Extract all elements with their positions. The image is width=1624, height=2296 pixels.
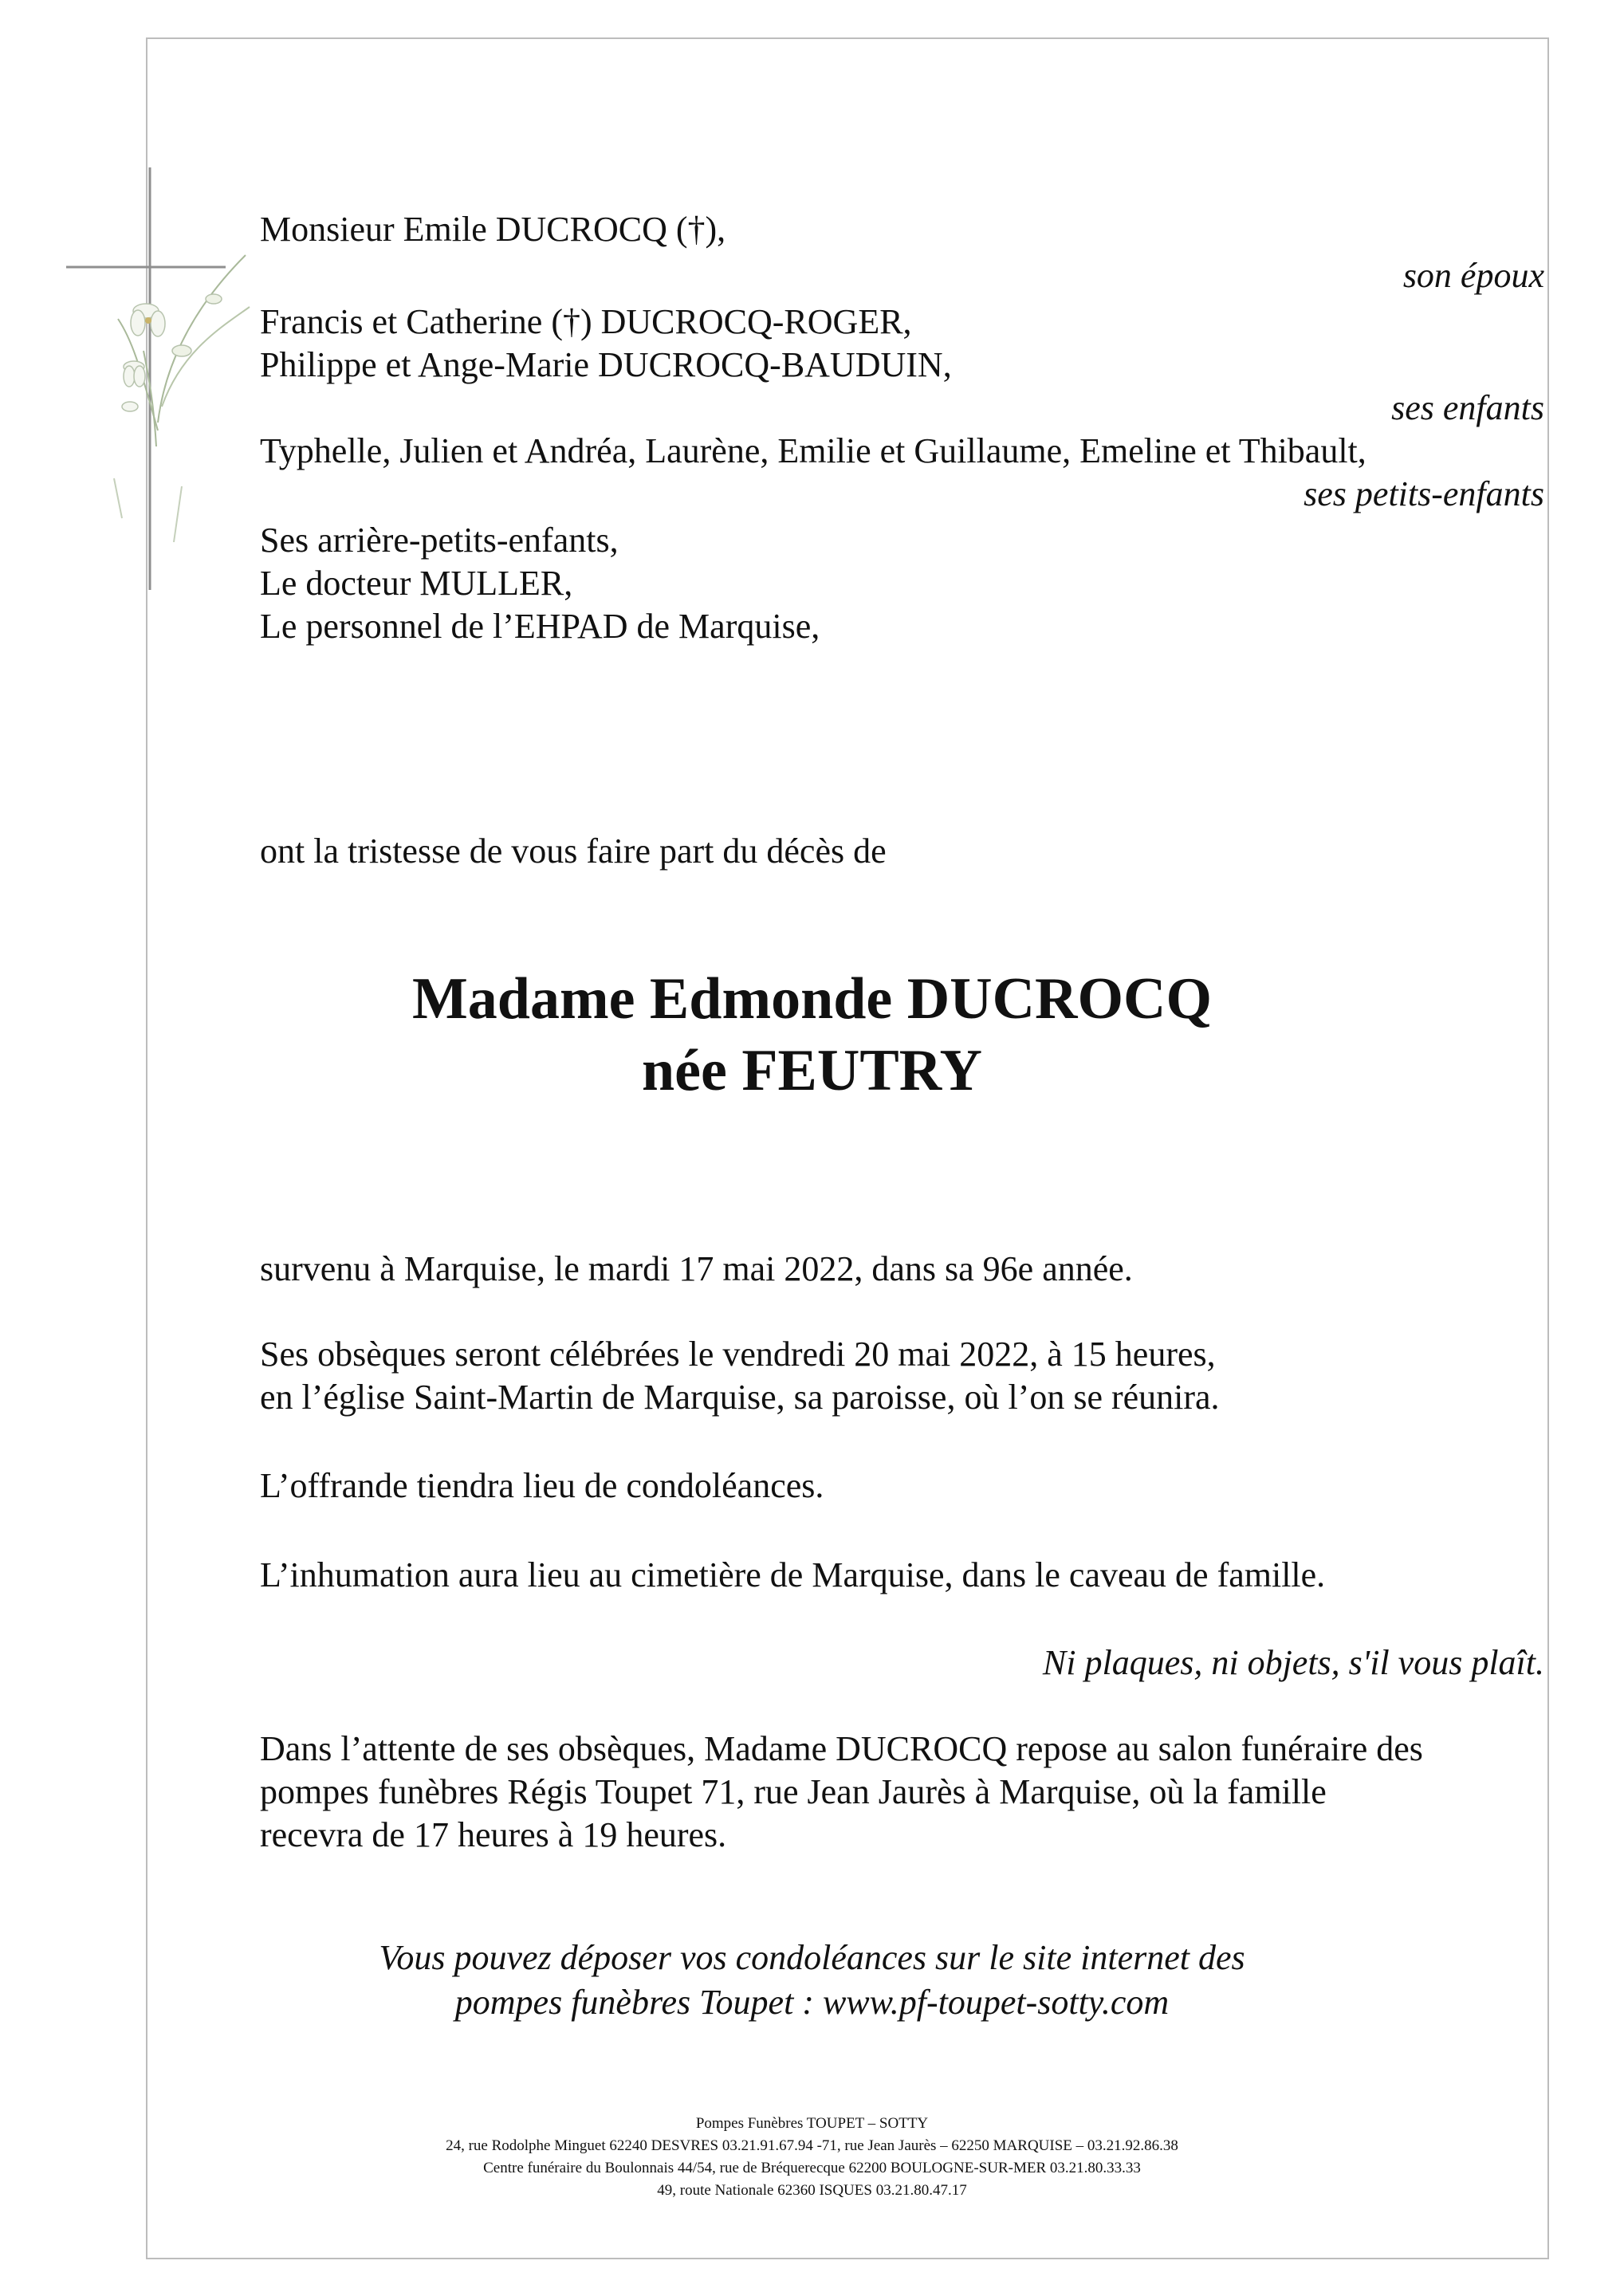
cross-with-lily-icon	[62, 167, 254, 598]
funeral-line: en l’église Saint-Martin de Marquise, sa paroisse, où l’on se réunira.	[260, 1378, 1220, 1417]
spouse-line: Monsieur Emile DUCROCQ (†),	[260, 210, 726, 249]
burial-line: L’inhumation aura lieu au cimetière de Marquise, dans le caveau de famille.	[260, 1555, 1326, 1594]
condolences-line: Vous pouvez déposer vos condoléances sur le site internet des	[379, 1938, 1245, 1977]
condolences-line: pompes funèbres Toupet : www.pf-toupet-sotty.com	[454, 1983, 1170, 2022]
deceased-name: Madame Edmonde DUCROCQ	[411, 966, 1213, 1032]
children-relation: ses enfants	[1391, 388, 1544, 427]
other-line: Ses arrière-petits-enfants,	[260, 521, 619, 560]
offering-line: L’offrande tiendra lieu de condoléances.	[260, 1466, 824, 1505]
grandchildren-relation: ses petits-enfants	[1304, 474, 1544, 513]
footer-address-line: Centre funéraire du Boulonnais 44/54, rue de Bréquerecque 62200 BOULOGNE-SUR-MER 03.21.80.33.33	[483, 2160, 1141, 2176]
deceased-maiden-name: née FEUTRY	[642, 1038, 982, 1103]
grandchildren-line: Typhelle, Julien et Andréa, Laurène, Emilie et Guillaume, Emeline et Thibault,	[260, 431, 1366, 470]
footer-address-line: 49, route Nationale 62360 ISQUES 03.21.80.47.17	[657, 2182, 967, 2199]
funeral-line: Ses obsèques seront célébrées le vendredi 20 mai 2022, à 15 heures,	[260, 1335, 1216, 1374]
footer-address-line: 24, rue Rodolphe Minguet 62240 DESVRES 03.21.91.67.94 -71, rue Jean Jaurès – 62250 MARQUISE – 03.21.92.86.38	[446, 2137, 1178, 2154]
child-line: Philippe et Ange-Marie DUCROCQ-BAUDUIN,	[260, 345, 952, 384]
visitation-line: pompes funèbres Régis Toupet 71, rue Jean Jaurès à Marquise, où la famille	[260, 1772, 1327, 1811]
spouse-relation: son époux	[1402, 256, 1544, 295]
no-plaques-line: Ni plaques, ni objets, s'il vous plaît.	[1042, 1643, 1544, 1682]
other-line: Le docteur MULLER,	[260, 564, 573, 603]
visitation-line: recevra de 17 heures à 19 heures.	[260, 1815, 727, 1854]
footer-company: Pompes Funèbres TOUPET – SOTTY	[695, 2115, 929, 2132]
visitation-line: Dans l’attente de ses obsèques, Madame DUCROCQ repose au salon funéraire des	[260, 1729, 1423, 1768]
death-details: survenu à Marquise, le mardi 17 mai 2022, dans sa 96e année.	[260, 1249, 1133, 1288]
announcement-intro: ont la tristesse de vous faire part du décès de	[260, 832, 887, 871]
other-line: Le personnel de l’EHPAD de Marquise,	[260, 607, 820, 646]
child-line: Francis et Catherine (†) DUCROCQ-ROGER,	[260, 302, 912, 341]
